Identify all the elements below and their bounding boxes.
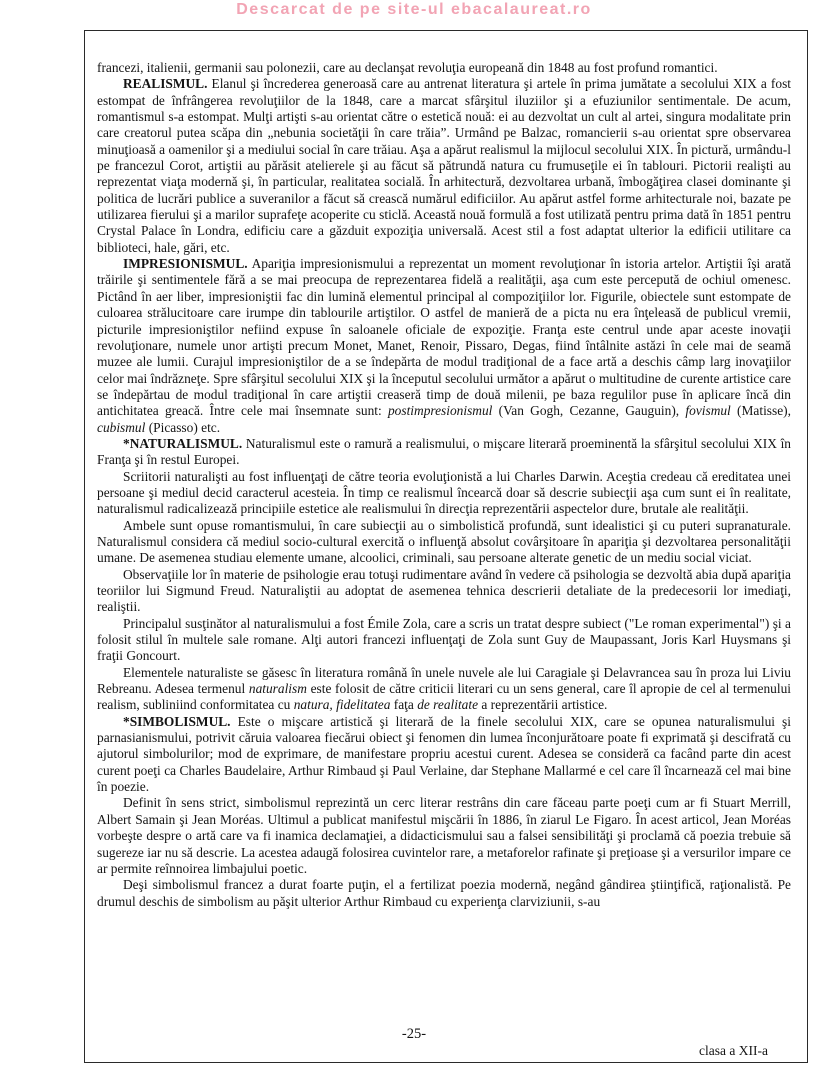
text-run: naturalism xyxy=(248,681,307,697)
text-run: Scriitorii naturalişti au fost influenţaţi de către teoria evoluţionistă a lui Charles Darwin. Aceştia credeau că ereditatea unei persoane şi mediul decid caracterul acesteia. În timp ce realismul încearcă doar să descrie subiecţii aşa cum sunt ei în realitate, naturalismul radicalizează principiile estetice ale realismului în direcţia reprezentării aspectelor dure, brutale ale realităţii. xyxy=(97,468,791,517)
text-run: este folosit de către criticii literari cu un sens general, care îl apropie de cel al termenului realism, subliniind conformitatea cu xyxy=(97,681,791,713)
text-run: Observaţiile lor în materie de psihologie erau totuşi rudimentare având în vedere că psihologia se dezvoltă abia după apariţia teoriilor lui Sigmund Freud. Naturaliştii au adoptat de asemenea tehnica descrierii detaliate de la predecesorii lor imediaţi, realiştii. xyxy=(97,566,791,615)
text-run: Elementele naturaliste se găsesc în literatura română în unele nuvele ale lui Caragiale şi Delavrancea sau în proza lui Liviu Rebreanu. Adesea termenul xyxy=(97,664,791,697)
paragraph xyxy=(97,665,791,714)
section-heading: *NATURALISMUL. xyxy=(123,435,243,451)
text-run: (Matisse), xyxy=(730,403,791,419)
section-heading: IMPRESIONISMUL. xyxy=(123,256,248,272)
text-run: Naturalismul este o ramură a realismului, o mişcare literară proeminentă la sfârşitul secolului XIX în Franţa şi în restul Europei. xyxy=(97,435,791,468)
paragraph xyxy=(97,567,791,616)
text-run: de realitate xyxy=(417,697,479,713)
paragraph xyxy=(97,795,791,877)
section-heading: REALISMUL. xyxy=(123,76,208,92)
text-run: Elanul şi încrederea generoasă care au antrenat literatura şi artele în prima jumătate a secolului XIX a fost estompat de înfrângerea revoluţiilor de la 1848, care a marcat sfârşitul iluziilor şi a efuziunilor sentimentale. De acum, romantismul s-a estompat. Mulţi artişti s-au orientat către o estetică nouă: ei au dezvoltat un cult al artei, singura modalitate prin care creatorul putea scăpa din „nebunia societăţii în care trăia”. Urmând pe Balzac, romancierii s-au orientat spre observarea minuţioasă a oamenilor şi a mediului social în care trăiau. Aşa a apărut realismul la mijlocul secolului XIX. În pictură, urmându-l pe francezul Corot, artiştii au părăsit atelierele şi au făcut să pătrundă natura cu frumuseţile ei în tablouri. Pictorii realişti au reprezentat viaţa modernă şi, în particular, realitatea socială. În arhitectură, dezvoltarea urbană, îmbogăţirea clasei dominante şi politica de lucrări publice a suveranilor a făcut să crească numărul edificiilor. Au apărut astfel forme arhitecturale noi, bazate pe utilizarea fierului şi a marilor suprafeţe acoperite cu sticlă. Această nouă formulă a fost utilizată pentru prima dată în 1851 pentru Crystal Palace în Londra, edificiu care a găzduit expoziţia universală. Acest stil a fost adaptat ulterior la edificii utilitare ca biblioteci, hale, gări, etc. xyxy=(97,76,791,255)
document-body xyxy=(97,60,791,910)
text-run: cubismul xyxy=(97,419,146,435)
paragraph xyxy=(97,76,791,256)
text-run: Ambele sunt opuse romantismului, în care subiecţii au o simbolistică profundă, sunt idealistici şi cu puteri supranaturale. Naturalismul considera că mediul socio-cultural exercită o influenţă absolut covârşitoare în apariţia şi dezvoltarea personalităţii umane. De asemenea studiau elemente umane, alcoolici, criminali, sau persoane alterate genetic de un mediu social viciat. xyxy=(97,517,791,566)
text-run: Principalul susţinător al naturalismului a fost Émile Zola, care a scris un tratat despre subiect ("Le roman experimental") şi a folosit stilul în multele sale romane. Alţi autori francezi influenţaţi de Zola sunt Guy de Maupassant, Joris Karl Huysmans şi fraţii Goncourt. xyxy=(97,615,791,664)
text-run: faţa xyxy=(390,697,418,713)
paragraph xyxy=(97,518,791,567)
paragraph xyxy=(97,469,791,518)
class-label: clasa a XII-a xyxy=(699,1043,768,1058)
text-run: (Van Gogh, Cezanne, Gauguin), xyxy=(492,403,686,419)
text-run: Definit în sens strict, simbolismul reprezintă un cerc literar restrâns din care făceau parte poeţi cum ar fi Stuart Merrill, Albert Samain şi Jean Moréas. Ultimul a publicat manifestul mişcării în 1886, în ziarul Le Figaro. În acest articol, Jean Moréas vorbeşte despre o artă care va fi inamica declamaţiei, a didacticismului sau a falsei sensibilităţi şi proclamă că poezia trebuie să sugereze iar nu să descrie. La acestea adaugă folosirea cuvintelor rare, a metaforelor rafinate şi preţioase şi a versurilor impare ce ar permite reînnoirea limbajului poetic. xyxy=(97,795,791,876)
paragraph xyxy=(97,256,791,436)
paragraph xyxy=(97,60,791,76)
paragraph xyxy=(97,714,791,796)
paragraph xyxy=(97,877,791,910)
text-run: (Picasso) etc. xyxy=(145,419,221,435)
text-run: fovismul xyxy=(685,403,731,419)
paragraph xyxy=(97,616,791,665)
paragraph xyxy=(97,436,791,469)
text-run: Este o mişcare artistică şi literară de la finele secolului XIX, care se opunea naturalismului şi parnasianismului, potrivit căruia valoarea fiecărui obiect şi fenomen din lumea înconjurătoare poate fi exprimată şi descifrată cu ajutorul simbolurilor; mod de exprimare, de manifestare propriu acestui curent. Adesea se consideră ca facând parte din acest curent poeţi ca Charles Baudelaire, Arthur Rimbaud şi Paul Verlaine, dar Stephane Mallarmé e cel care îl încarnează cel mai bine în poezie. xyxy=(97,713,791,795)
text-run: Apariţia impresionismului a reprezentat un moment revoluţionar în istoria artelor. Artiştii îşi arată trăirile şi sentimentele fără a se mai preocupa de reprezentarea fidelă a realităţii, aşa cum este percepută de ochiul omenesc. Pictând în aer liber, impresioniştii fac din lumină elementul principal al compoziţiilor lor. Figurile, obiectele sunt estompate de culoarea strălucitoare care irumpe din tablourile artiştilor. O astfel de manieră de a picta nu era înţeleasă de publicul vremii, picturile impresioniştilor nefiind expuse în saloanele oficiale de expoziţie. Franţa este centrul unde apar aceste inovaţii revoluţionare, numele unor artişti precum Monet, Manet, Renoir, Pissaro, Degas, fiind întâlnite astăzi în cele mai de seamă muzee ale lumii. Curajul impresioniştilor de a se îndepărta de modul tradiţional de a face artă a deschis câmp larg inovaţiilor celor mai îndrăzneţe. Spre sfârşitul secolului XIX şi la începutul secolului următor a apărut o multitudine de curente artistice care se îndepărtau de modul tradiţional în care artiştii creaseră timp de două milenii, pe baza regulilor puse în aplicare încă din antichitatea greacă. Între cele mai însemnate sunt: xyxy=(97,256,791,419)
section-heading: *SIMBOLISMUL. xyxy=(123,713,231,729)
site-credit-watermark: Descarcat de pe site-ul ebacalaureat.ro xyxy=(236,1,592,18)
page-number: -25- xyxy=(401,1026,427,1042)
text-run: a reprezentării artistice. xyxy=(478,697,608,713)
text-run: Deşi simbolismul francez a durat foarte puţin, el a fertilizat poezia modernă, negând gândirea ştiinţifică, raţionalistă. Pe drumul deschis de simbolism au păşit ulterior Arthur Rimbaud cu experienţa clarviziunii, s-au xyxy=(97,877,791,909)
text-run: francezi, italienii, germanii sau polonezii, care au declanşat revoluţia europeană din 1848 au fost profund romantici. xyxy=(97,60,718,75)
text-run: postimpresionismul xyxy=(387,403,493,419)
text-run: natura, fidelitatea xyxy=(293,697,391,713)
